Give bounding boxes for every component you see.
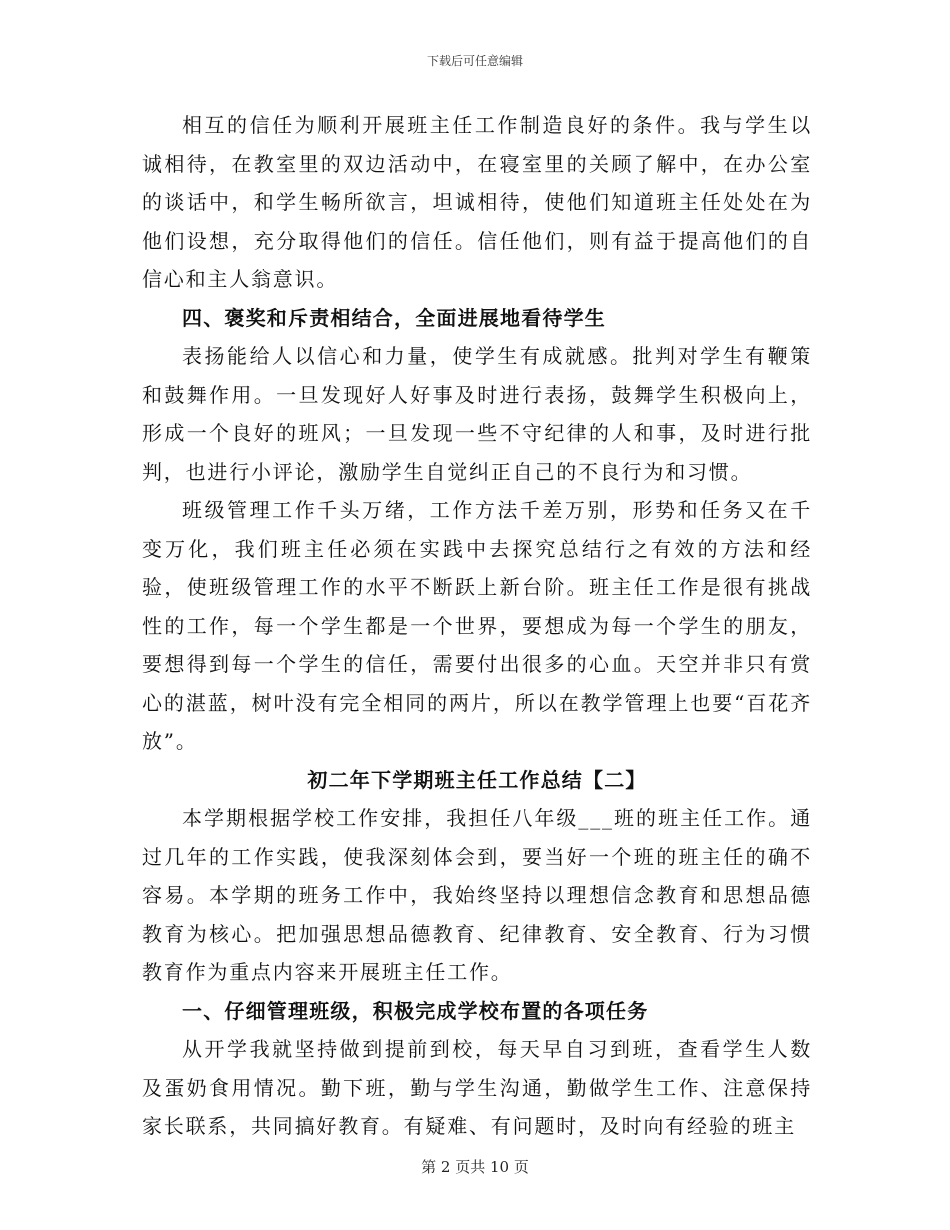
section-title: 初二年下学期班主任工作总结【二】	[307, 767, 647, 792]
header-note: 下载后可任意编辑	[426, 54, 523, 68]
paragraph-semester-intro: 本学期根据学校工作安排，我担任八年级___班的班主任工作。通过几年的工作实践，使我深刻体会到，要当好一个班的班主任的确不容易。本学期的班务工作中，我始终坚持以理想信念教育和思想品德教育为核心。把加强思想品德教育、纪律教育、安全教育、行为习惯教育作为重点内容来开展班主任工作。	[142, 806, 812, 984]
heading-section-four: 四、褒奖和斥责相结合，全面进展地看待学生	[182, 305, 606, 330]
page-number: 第 2 页共 10 页	[421, 1158, 529, 1176]
paragraph-class-management: 班级管理工作千头万绪，工作方法千差万别，形势和任务又在千变万化，我们班主任必须在实践中去探究总结行之有效的方法和经验，使班级管理工作的水平不断跃上新台阶。班主任工作是很有挑战性的工作，每一个学生都是一个世界，要想成为每一个学生的朋友，要想得到每一个学生的信任，需要付出很多的心血。天空并非只有赏心的湛蓝，树叶没有完全相同的两片，所以在教学管理上也要“百花齐放”。	[142, 498, 812, 753]
heading-section-one: 一、仔细管理班级，积极完成学校布置的各项任务	[182, 998, 649, 1023]
paragraph-praise: 表扬能给人以信心和力量，使学生有成就感。批判对学生有鞭策和鼓舞作用。一旦发现好人好事及时进行表扬，鼓舞学生积极向上，形成一个良好的班风；一旦发现一些不守纪律的人和事，及时进行批判，也进行小评论，激励学生自觉纠正自己的不良行为和习惯。	[142, 344, 812, 484]
paragraph-trust: 相互的信任为顺利开展班主任工作制造良好的条件。我与学生以诚相待，在教室里的双边活动中，在寝室里的关顾了解中，在办公室的谈话中，和学生畅所欲言，坦诚相待，使他们知道班主任处处在为他们设想，充分取得他们的信任。信任他们，则有益于提高他们的自信心和主人翁意识。	[142, 113, 812, 291]
paragraph-daily-work: 从开学我就坚持做到提前到校，每天早自习到班，查看学生人数及蛋奶食用情况。勤下班，勤与学生沟通，勤做学生工作、注意保持家长联系，共同搞好教育。有疑难、有问题时，及时向有经验的班主	[142, 1037, 812, 1138]
document-body	[142, 106, 812, 1146]
